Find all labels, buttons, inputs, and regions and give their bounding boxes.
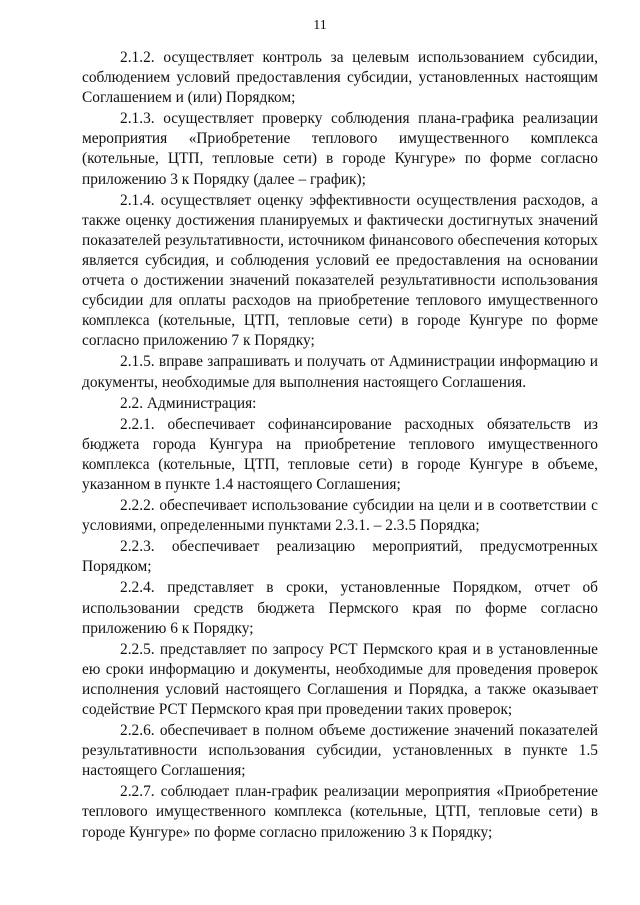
section-2-2-heading: 2.2. Администрация:: [120, 394, 257, 412]
clause-2-1-3: 2.1.3. осуществляет проверку соблюдения плана-графика реализации мероприятия «Приобретение теплового имущественного комплекса (котельные, ЦТП, тепловые сети) в городе Кунгуре» по форме согласно приложению 3 к Порядку (далее – график);: [82, 110, 598, 188]
clause-2-1-4: 2.1.4. осуществляет оценку эффективности осуществления расходов, а также оценку достижения планируемых и фактически достигнутых значений показателей результативности, источником финансового обеспечения которых является субсидия, и соблюдения условий ее предоставления на основании отчета о достижении значений показателей результативности использования субсидии для оплаты расходов на приобретение теплового имущественного комплекса (котельные, ЦТП, тепловые сети) в городе Кунгуре по форме согласно приложению 7 к Порядку;: [82, 191, 598, 350]
clause-2-2-4: 2.2.4. представляет в сроки, установленные Порядком, отчет об использовании средств бюджета Пермского края по форме согласно приложению 6 к Порядку;: [82, 579, 598, 637]
clause-2-2-1: 2.2.1. обеспечивает софинансирование расходных обязательств из бюджета города Кунгура на приобретение теплового имущественного комплекса (котельные, ЦТП, тепловые сети) в городе Кунгуре в объеме, указанном в пункте 1.4 настоящего Соглашения;: [82, 415, 598, 493]
clause-2-2-7: 2.2.7. соблюдает план-график реализации мероприятия «Приобретение теплового имущественного комплекса (котельные, ЦТП, тепловые сети) в городе Кунгуре» по форме согласно приложению 3 к Порядку;: [82, 783, 598, 841]
page-number: 11: [313, 18, 327, 33]
clause-2-1-5: 2.1.5. вправе запрашивать и получать от Администрации информацию и документы, необходимые для выполнения настоящего Соглашения.: [82, 353, 598, 391]
clause-2-2-2: 2.2.2. обеспечивает использование субсидии на цели и в соответствии с условиями, определенными пунктами 2.3.1. – 2.3.5 Порядка;: [82, 497, 598, 535]
clause-2-2-5: 2.2.5. представляет по запросу РСТ Пермского края и в установленные ею сроки информацию и документы, необходимые для проведения проверок исполнения условий настоящего Соглашения и Порядка, а также оказывает содействие РСТ Пермского края при проведении таких проверок;: [82, 640, 598, 718]
clause-2-2-3: 2.2.3. обеспечивает реализацию мероприятий, предусмотренных Порядком;: [82, 538, 598, 576]
clause-2-2-6: 2.2.6. обеспечивает в полном объеме достижение значений показателей результативности использования субсидии, установленных в пункте 1.5 настоящего Соглашения;: [82, 722, 598, 780]
document-body: [82, 48, 598, 844]
clause-2-1-2: 2.1.2. осуществляет контроль за целевым использованием субсидии, соблюдением условий предоставления субсидии, установленных настоящим Соглашением и (или) Порядком;: [82, 49, 598, 107]
